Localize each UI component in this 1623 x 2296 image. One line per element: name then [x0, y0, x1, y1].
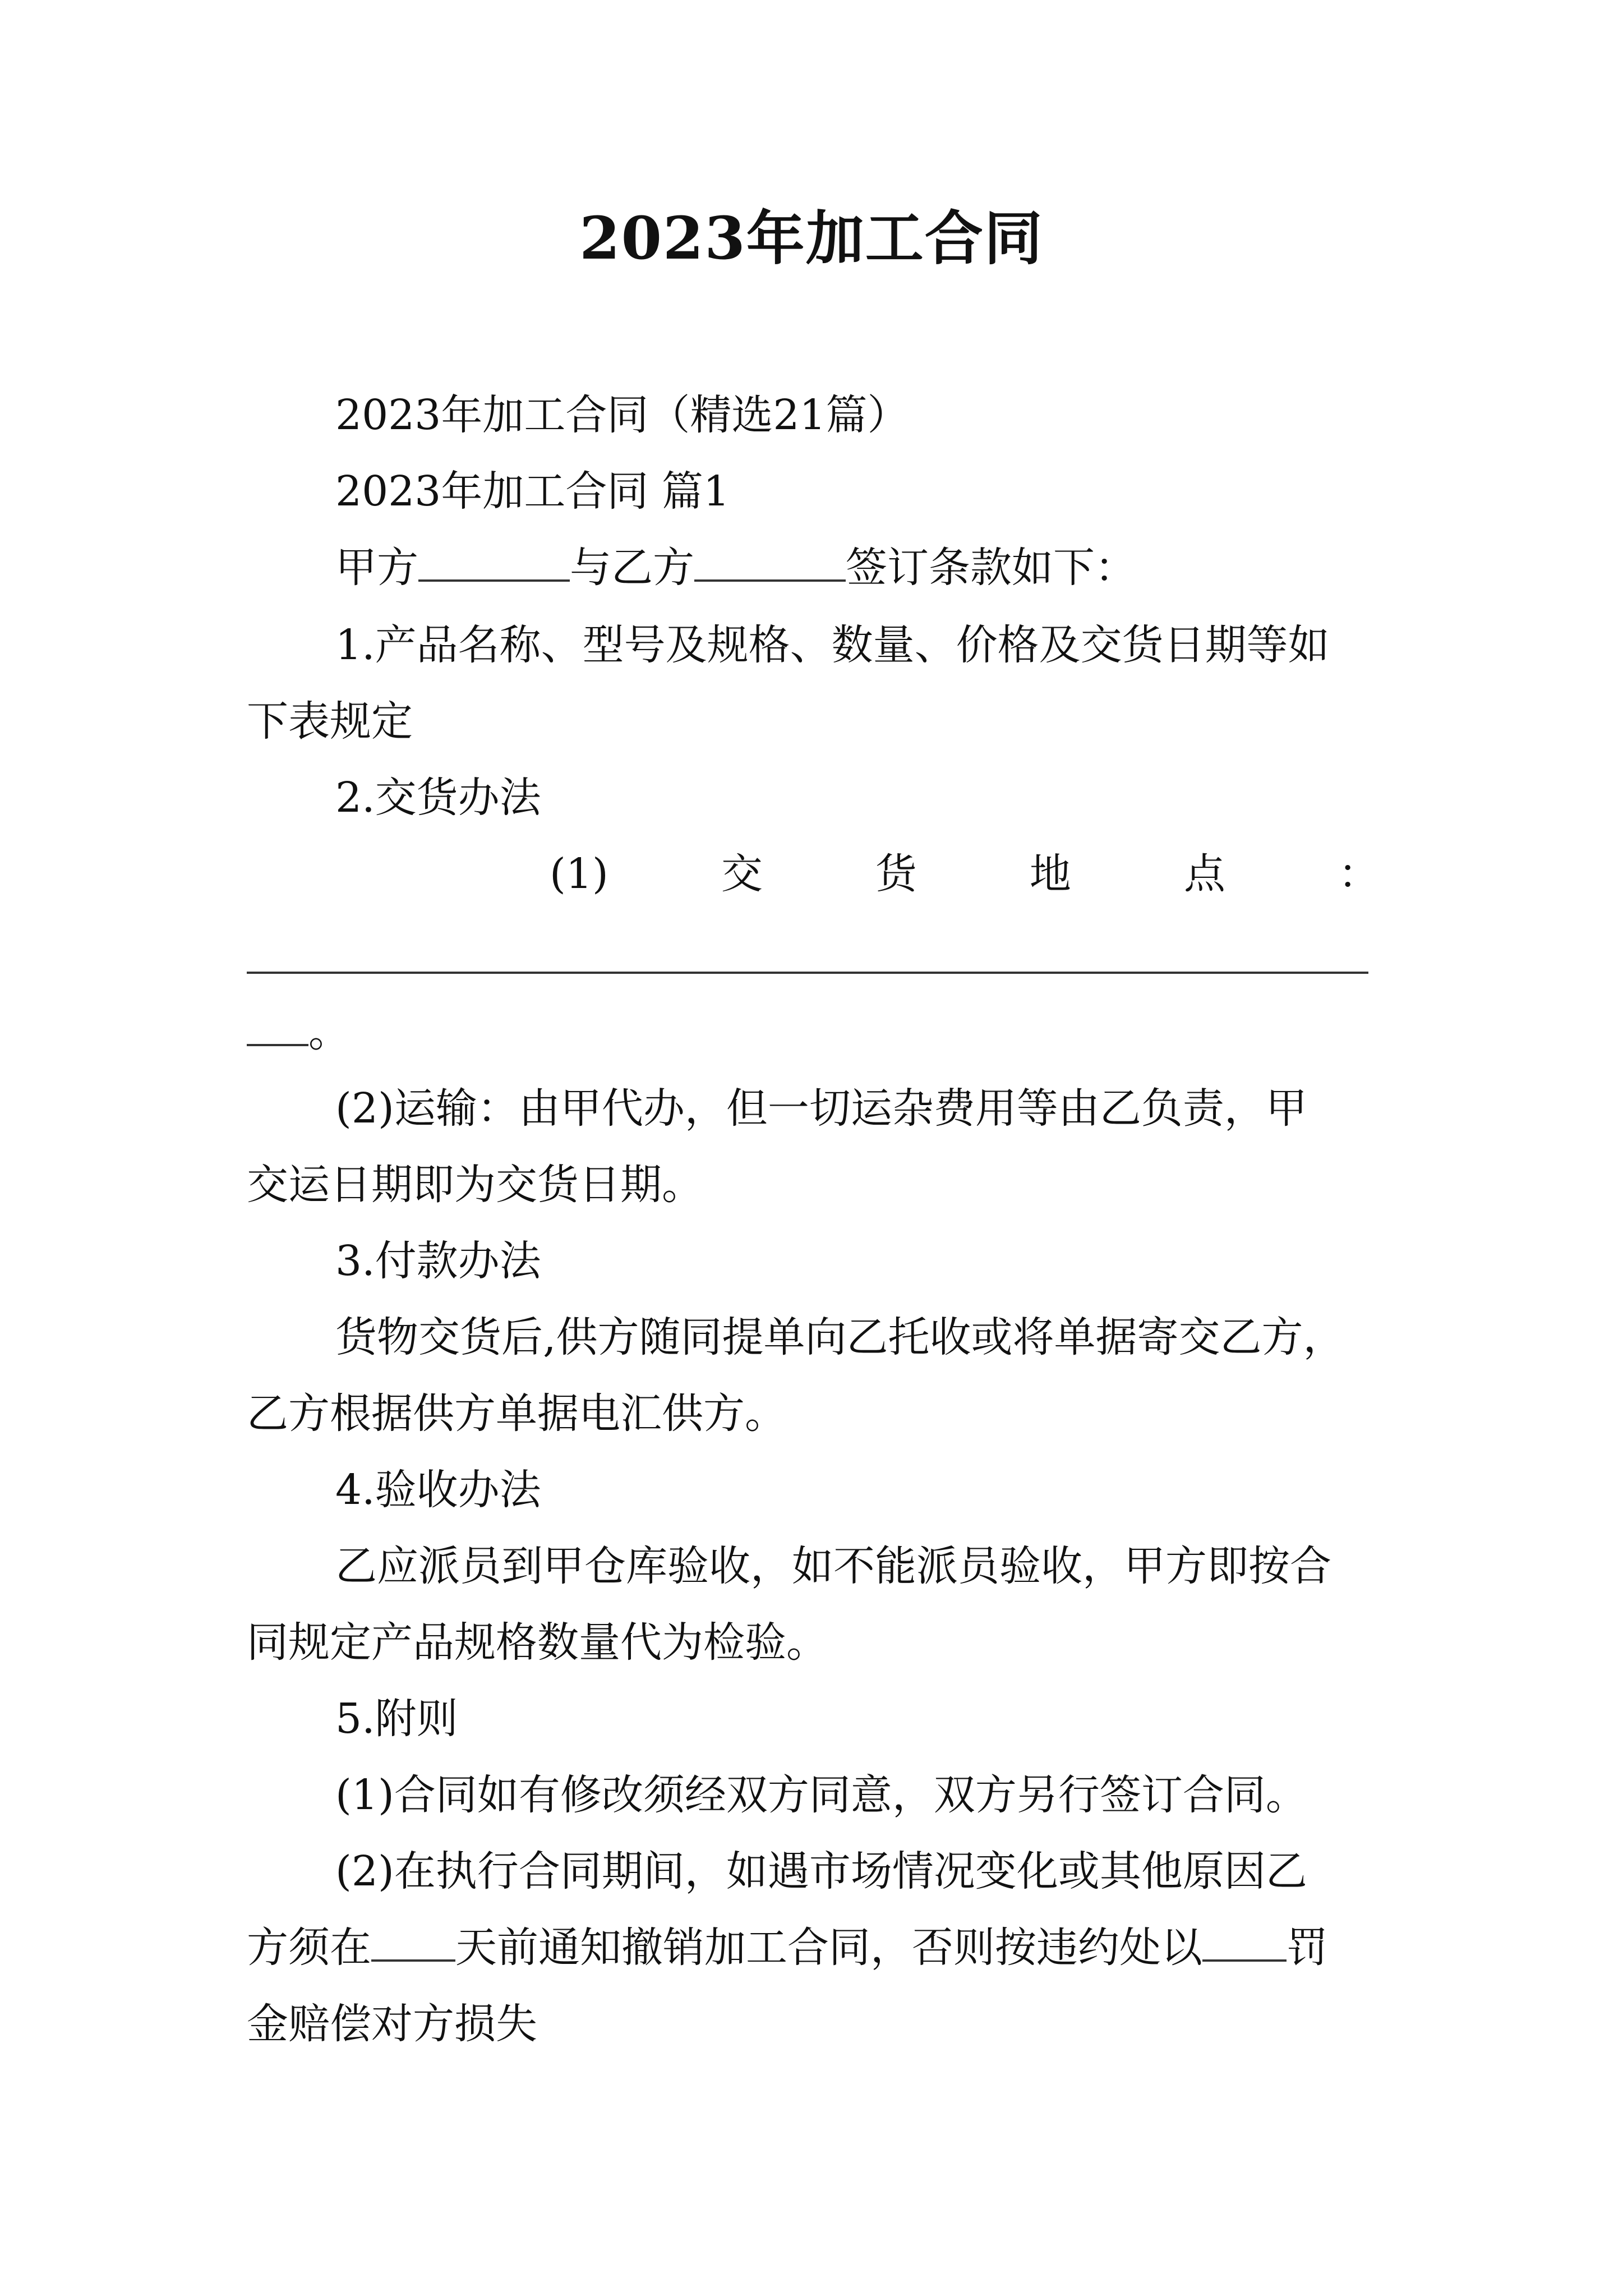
- notice-line: [247, 1920, 1328, 1976]
- clause-text: 乙方根据供方单据电汇供方。: [247, 1389, 786, 1438]
- spaced-char: 点: [1183, 850, 1225, 898]
- clause-heading: 5.附则: [335, 1695, 458, 1743]
- clause-text: 金赔偿对方损失: [247, 2000, 537, 2048]
- clause-text: 货物交货后,供方随同提单向乙托收或将单据寄交乙方，: [335, 1313, 1345, 1361]
- party-a-label: 甲方: [335, 544, 418, 592]
- days-blank: [371, 1924, 455, 1962]
- section-heading: 2023年加工合同 篇1: [335, 467, 730, 516]
- document-title: 2023年加工合同: [579, 204, 1044, 273]
- clause-fragment: 方须在: [247, 1924, 371, 1972]
- clause-fragment: 天前通知撤销加工合同，否则按违约处以: [455, 1924, 1202, 1972]
- spaced-char: (1): [550, 850, 608, 898]
- clause-heading: 4.验收办法: [335, 1466, 541, 1514]
- penalty-blank: [1202, 1924, 1287, 1962]
- party-b-blank: [694, 544, 846, 582]
- clause-heading: 2.交货办法: [335, 774, 541, 822]
- clause-text: (1)合同如有修改须经双方同意，双方另行签订合同。: [335, 1771, 1307, 1819]
- spaced-char: 货: [875, 850, 917, 898]
- subtitle-line: 2023年加工合同（精选21篇）: [335, 391, 909, 439]
- clause-text: 1.产品名称、型号及规格、数量、价格及交货日期等如: [335, 621, 1330, 669]
- clause-heading: 3.付款办法: [335, 1237, 541, 1285]
- clause-text: 下表规定: [247, 697, 413, 746]
- delivery-location-end: [247, 1004, 350, 1060]
- clause-text: (2)在执行合同期间，如遇市场情况变化或其他原因乙: [335, 1847, 1307, 1895]
- spaced-char: 交: [721, 850, 763, 898]
- party-b-label: 与乙方: [570, 544, 694, 592]
- spaced-char: ：: [1338, 850, 1380, 898]
- clause-text: 乙应派员到甲仓库验收，如不能派员验收，甲方即按合: [335, 1542, 1331, 1590]
- blank-underline: [247, 1010, 308, 1046]
- parties-line: [335, 540, 1136, 596]
- clause-fragment: 罚: [1287, 1924, 1328, 1972]
- delivery-location-blank: [247, 972, 1368, 974]
- terms-intro: 签订条款如下：: [846, 544, 1136, 592]
- line-end-mark: 。: [308, 1008, 350, 1056]
- clause-text: 同规定产品规格数量代为检验。: [247, 1618, 828, 1667]
- spaced-char: 地: [1029, 850, 1071, 898]
- clause-text: (2)运输：由甲代办，但一切运杂费用等由乙负责，甲: [335, 1084, 1307, 1133]
- clause-text: 交运日期即为交货日期。: [247, 1161, 703, 1209]
- party-a-blank: [418, 544, 570, 582]
- delivery-location-line: [550, 846, 1380, 902]
